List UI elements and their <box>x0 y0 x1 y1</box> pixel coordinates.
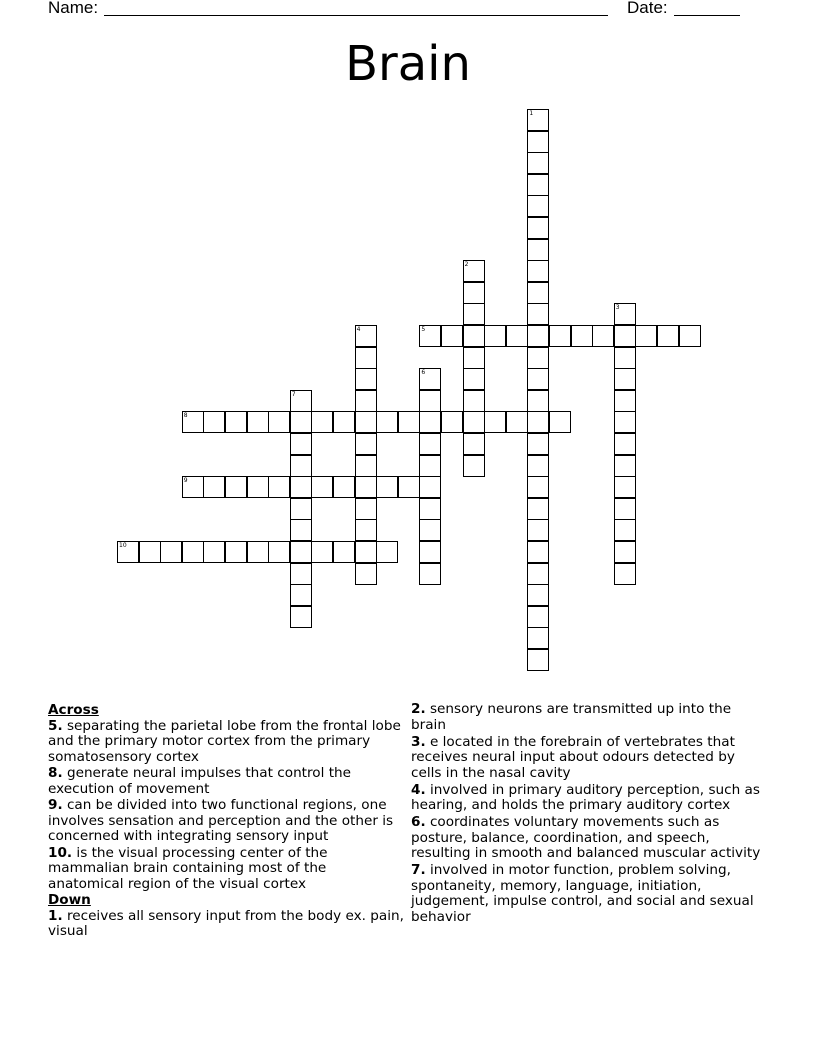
crossword-cell[interactable] <box>463 303 485 325</box>
clue-number: 5 <box>421 326 426 333</box>
crossword-cell[interactable] <box>527 217 549 239</box>
crossword-cell[interactable] <box>571 325 593 347</box>
crossword-cell[interactable] <box>463 390 485 412</box>
crossword-cell[interactable] <box>290 606 312 628</box>
crossword-cell[interactable] <box>527 563 549 585</box>
crossword-cell[interactable] <box>290 498 312 520</box>
clues-column-left <box>48 702 404 940</box>
across-clue: 9. can be divided into two functional regions, one involves sensation and perception and the other is concerned with integrating sensory input <box>48 797 394 844</box>
crossword-cell[interactable] <box>527 433 549 455</box>
down-clue: 4. involved in primary auditory perception, such as hearing, and holds the primary auditory cortex <box>411 781 760 813</box>
crossword-cell[interactable] <box>376 476 398 498</box>
crossword-cell[interactable] <box>355 498 377 520</box>
crossword-cell[interactable] <box>527 239 549 261</box>
crossword-cell[interactable] <box>268 541 290 563</box>
clue-number: 9 <box>183 477 188 485</box>
crossword-cell[interactable] <box>614 325 636 347</box>
crossword-cell[interactable] <box>527 606 549 628</box>
crossword-cell[interactable] <box>419 519 441 541</box>
crossword-cell[interactable] <box>290 433 312 455</box>
crossword-cell[interactable] <box>333 411 355 433</box>
crossword-cell[interactable] <box>419 390 441 412</box>
crossword-cell[interactable] <box>549 411 571 433</box>
crossword-cell[interactable] <box>182 411 204 433</box>
crossword-cell[interactable] <box>463 347 485 369</box>
crossword-cell[interactable] <box>268 411 290 433</box>
crossword-cell[interactable] <box>225 541 247 563</box>
crossword-cell[interactable] <box>527 476 549 498</box>
crossword-cell[interactable] <box>419 411 441 433</box>
clues-column-right <box>411 702 767 925</box>
crossword-cell[interactable] <box>117 541 139 563</box>
crossword-cell[interactable] <box>527 303 549 325</box>
crossword-cell[interactable] <box>614 411 636 433</box>
crossword-cell[interactable] <box>290 541 312 563</box>
crossword-cell[interactable] <box>203 476 225 498</box>
crossword-cell[interactable] <box>635 325 657 347</box>
crossword-cell[interactable] <box>614 303 636 325</box>
crossword-cell[interactable] <box>182 541 204 563</box>
crossword-cell[interactable] <box>614 519 636 541</box>
clue-number: 7 <box>291 390 296 398</box>
crossword-cell[interactable] <box>614 390 636 412</box>
crossword-cell[interactable] <box>333 541 355 563</box>
crossword-cell[interactable] <box>527 390 549 412</box>
crossword-cell[interactable] <box>614 563 636 585</box>
crossword-cell[interactable] <box>311 541 333 563</box>
crossword-cell[interactable] <box>247 411 269 433</box>
crossword-cell[interactable] <box>203 411 225 433</box>
crossword-cell[interactable] <box>527 411 549 433</box>
crossword-cell[interactable] <box>139 541 161 563</box>
clue-number: 10 <box>119 542 127 549</box>
crossword-cell[interactable] <box>614 498 636 520</box>
crossword-cell[interactable] <box>614 347 636 369</box>
crossword-cell[interactable] <box>463 325 485 347</box>
crossword-cell[interactable] <box>290 411 312 433</box>
crossword-cell[interactable] <box>527 260 549 282</box>
clue-number: 6 <box>421 369 426 377</box>
crossword-cell[interactable] <box>527 195 549 217</box>
crossword-cell[interactable] <box>355 347 377 369</box>
crossword-cell[interactable] <box>614 368 636 390</box>
crossword-cell[interactable] <box>311 476 333 498</box>
down-clue: 6. coordinates voluntary movements such as posture, balance, coordination, and speech, resulting in smooth and balanced muscular activity <box>411 814 761 861</box>
crossword-cell[interactable] <box>355 411 377 433</box>
crossword-cell[interactable] <box>657 325 679 347</box>
crossword-cell[interactable] <box>290 519 312 541</box>
crossword-cell[interactable] <box>333 476 355 498</box>
crossword-cell[interactable] <box>311 411 333 433</box>
clue-number: 3 <box>615 304 620 312</box>
crossword-cell[interactable] <box>463 282 485 304</box>
down-clue: 1. receives all sensory input from the body ex. pain, visual <box>48 907 404 939</box>
crossword-cell[interactable] <box>355 433 377 455</box>
crossword-cell[interactable] <box>290 390 312 412</box>
crossword-cell[interactable] <box>355 541 377 563</box>
crossword-cell[interactable] <box>398 411 420 433</box>
crossword-cell[interactable] <box>527 627 549 649</box>
crossword-cell[interactable] <box>225 411 247 433</box>
crossword-cell[interactable] <box>419 476 441 498</box>
crossword-cell[interactable] <box>463 260 485 282</box>
crossword-cell[interactable] <box>484 325 506 347</box>
down-clue: 2. sensory neurons are transmitted up into the brain <box>411 701 732 733</box>
crossword-cell[interactable] <box>376 411 398 433</box>
crossword-cell[interactable] <box>527 109 549 131</box>
crossword-cell[interactable] <box>182 476 204 498</box>
crossword-cell[interactable] <box>527 455 549 477</box>
clue-number: 2 <box>464 261 469 269</box>
clue-number: 4 <box>356 326 361 333</box>
crossword-cell[interactable] <box>290 476 312 498</box>
crossword-cell[interactable] <box>527 584 549 606</box>
crossword-cell[interactable] <box>549 325 571 347</box>
crossword-cell[interactable] <box>463 368 485 390</box>
crossword-cell[interactable] <box>376 541 398 563</box>
crossword-cell[interactable] <box>355 455 377 477</box>
crossword-cell[interactable] <box>614 476 636 498</box>
clue-number: 8 <box>183 412 188 420</box>
crossword-cell[interactable] <box>355 368 377 390</box>
crossword-cell[interactable] <box>527 498 549 520</box>
crossword-cell[interactable] <box>355 476 377 498</box>
down-clue: 7. involved in motor function, problem solving, spontaneity, memory, language, initiation, judgement, impulse control, and social and sexual behavior <box>411 862 754 925</box>
crossword-cell[interactable] <box>419 325 441 347</box>
crossword-cell[interactable] <box>441 411 463 433</box>
crossword-cell[interactable] <box>441 325 463 347</box>
clue-number: 1 <box>529 110 534 117</box>
crossword-cell[interactable] <box>506 325 528 347</box>
crossword-cell[interactable] <box>247 476 269 498</box>
crossword-cell[interactable] <box>419 368 441 390</box>
crossword-cell[interactable] <box>527 541 549 563</box>
crossword-cell[interactable] <box>268 476 290 498</box>
crossword-cell[interactable] <box>463 411 485 433</box>
crossword-cell[interactable] <box>527 519 549 541</box>
crossword-cell[interactable] <box>355 563 377 585</box>
crossword-cell[interactable] <box>614 455 636 477</box>
crossword-cell[interactable] <box>614 541 636 563</box>
crossword-cell[interactable] <box>463 433 485 455</box>
crossword-cell[interactable] <box>614 433 636 455</box>
crossword-cell[interactable] <box>506 411 528 433</box>
crossword-cell[interactable] <box>527 347 549 369</box>
across-heading: Across <box>48 702 99 718</box>
crossword-cell[interactable] <box>398 476 420 498</box>
crossword-cell[interactable] <box>527 325 549 347</box>
crossword-cell[interactable] <box>592 325 614 347</box>
crossword-cell[interactable] <box>527 131 549 153</box>
crossword-cell[interactable] <box>247 541 269 563</box>
crossword-cell[interactable] <box>160 541 182 563</box>
page-title: Brain <box>345 36 471 92</box>
across-clue: 5. separating the parietal lobe from the frontal lobe and the primary motor cortex from the primary somatosensory cortex <box>48 717 401 765</box>
down-heading: Down <box>48 892 91 908</box>
across-clue: 10. is the visual processing center of the mammalian brain containing most of the anatomical region of the visual cortex <box>48 844 328 892</box>
crossword-cell[interactable] <box>290 584 312 606</box>
crossword-cell[interactable] <box>290 455 312 477</box>
crossword-cell[interactable] <box>290 563 312 585</box>
crossword-cell[interactable] <box>419 563 441 585</box>
date-label: Date: <box>627 0 668 17</box>
crossword-cell[interactable] <box>419 455 441 477</box>
across-clue: 8. generate neural impulses that control the execution of movement <box>48 765 352 797</box>
crossword-cell[interactable] <box>527 174 549 196</box>
crossword-cell[interactable] <box>527 282 549 304</box>
crossword-cell[interactable] <box>679 325 701 347</box>
crossword-cell[interactable] <box>527 152 549 174</box>
crossword-cell[interactable] <box>355 519 377 541</box>
name-label: Name: <box>48 0 99 17</box>
crossword-cell[interactable] <box>419 498 441 520</box>
crossword-cell[interactable] <box>419 541 441 563</box>
crossword-cell[interactable] <box>484 411 506 433</box>
crossword-cell[interactable] <box>419 433 441 455</box>
crossword-cell[interactable] <box>203 541 225 563</box>
crossword-cell[interactable] <box>463 455 485 477</box>
crossword-cell[interactable] <box>527 368 549 390</box>
down-clue: 3. e located in the forebrain of vertebrates that receives neural input about odours detected by cells in the nasal cavity <box>411 733 735 781</box>
crossword-cell[interactable] <box>527 649 549 671</box>
crossword-cell[interactable] <box>355 325 377 347</box>
crossword-cell[interactable] <box>225 476 247 498</box>
crossword-cell[interactable] <box>355 390 377 412</box>
